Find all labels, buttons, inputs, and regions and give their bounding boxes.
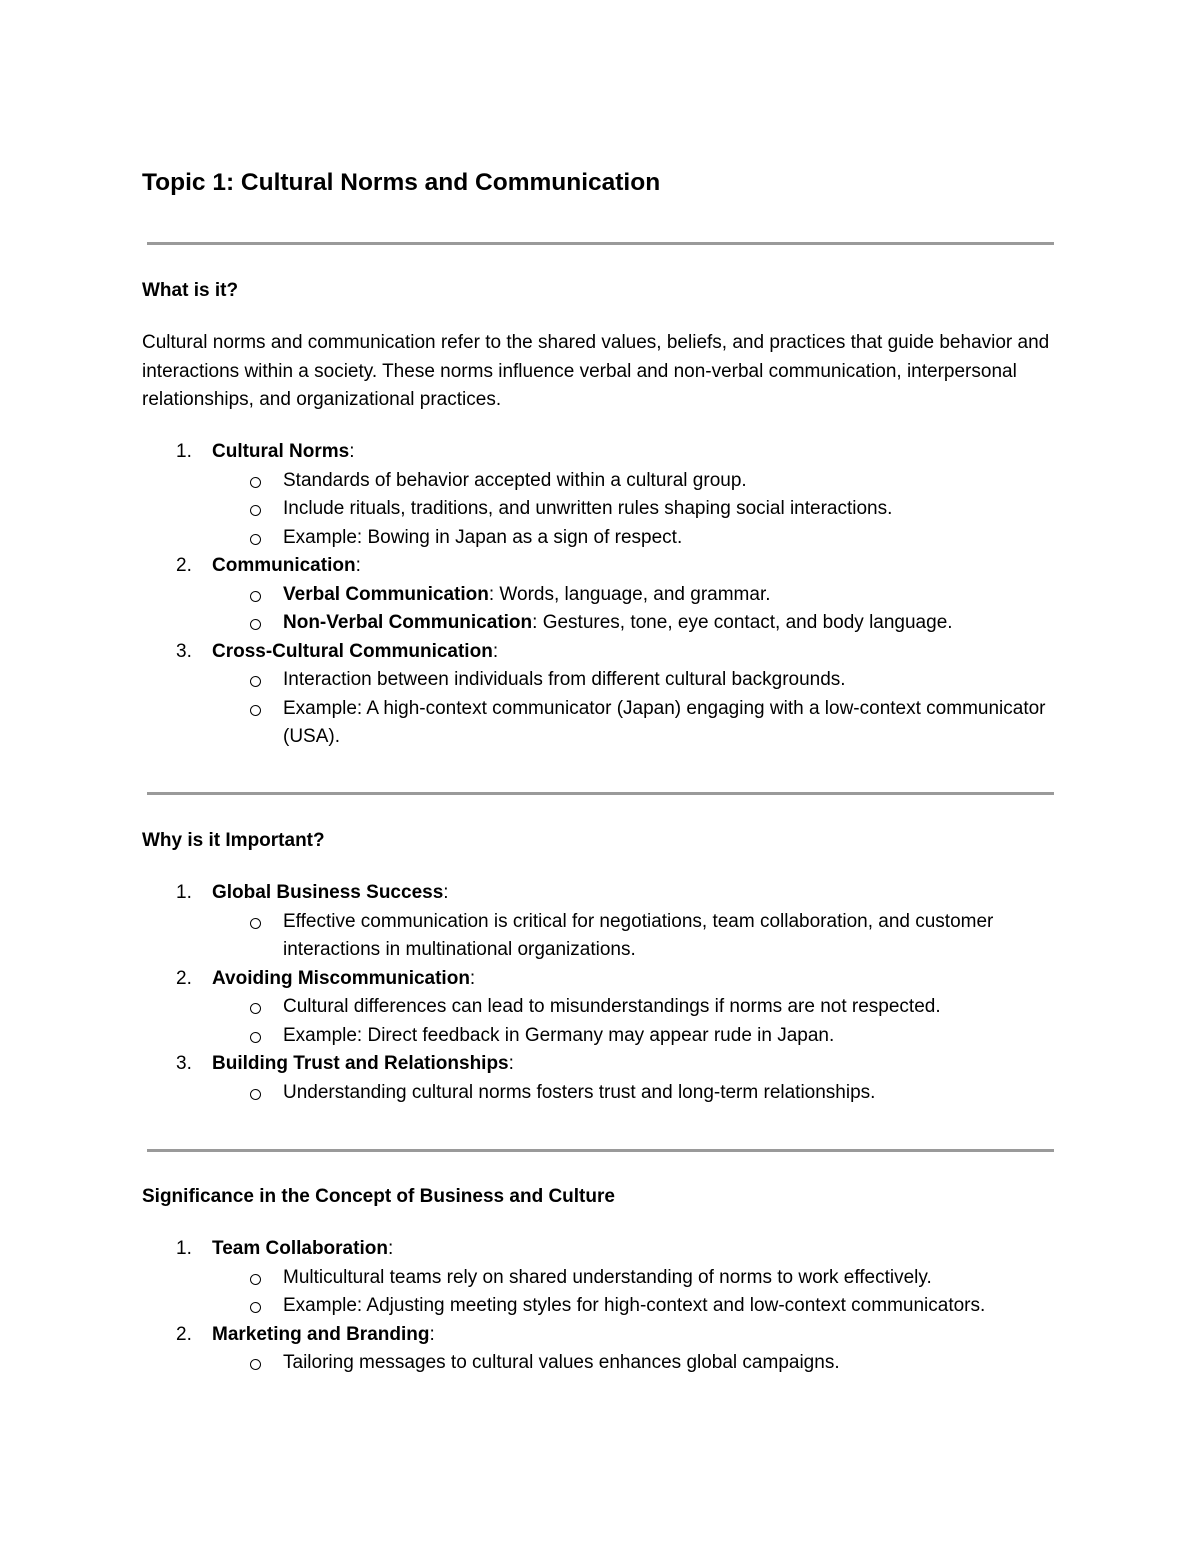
sub-item-text: Example: Direct feedback in Germany may appear rude in Japan. (283, 1024, 835, 1046)
list-item (142, 965, 1052, 1051)
sub-item-text: : Words, language, and grammar. (488, 583, 771, 605)
list-item (142, 1235, 1052, 1321)
hollow-circle-bullet-icon (250, 1089, 261, 1100)
list-number: 3. (176, 640, 192, 662)
list-number: 2. (176, 967, 192, 989)
hollow-circle-bullet-icon (250, 591, 261, 602)
list-item-title: Building Trust and Relationships (212, 1053, 509, 1074)
sub-list-item (142, 467, 1052, 496)
list-item-label (212, 638, 498, 667)
sub-item-text: Understanding cultural norms fosters trust and long-term relationships. (283, 1081, 876, 1103)
list-item-title: Global Business Success (212, 882, 444, 903)
list-number: 1. (176, 1238, 192, 1259)
list-item-colon: : (355, 555, 361, 576)
sub-item-text: Tailoring messages to cultural values enhances global campaigns. (283, 1352, 840, 1373)
list-item-label (212, 1235, 393, 1264)
list-item-heading (142, 438, 1052, 467)
sub-list-item (142, 1292, 1052, 1321)
list-item-heading (142, 1321, 1052, 1350)
page-title: Topic 1: Cultural Norms and Communication (142, 169, 661, 196)
hollow-circle-bullet-icon (250, 1359, 261, 1370)
list-item (142, 1321, 1052, 1378)
section-heading-significance: Significance in the Concept of Business and Culture (142, 1186, 615, 1207)
sub-item-text: Standards of behavior accepted within a cultural group. (283, 469, 747, 491)
list-item-heading (142, 1235, 1052, 1264)
hollow-circle-bullet-icon (250, 1274, 261, 1285)
hollow-circle-bullet-icon (250, 477, 261, 488)
list-item-title: Avoiding Miscommunication (212, 967, 470, 989)
sub-item-term: Verbal Communication (283, 583, 489, 605)
hollow-circle-bullet-icon (250, 505, 261, 516)
hollow-circle-bullet-icon (250, 619, 261, 630)
list-item-colon: : (387, 1238, 394, 1259)
list-item-heading (142, 1050, 1052, 1079)
sub-item-term: Non-Verbal Communication (283, 612, 533, 633)
sub-list-item (142, 609, 1052, 638)
list-item-heading (142, 879, 1052, 908)
intro-paragraph: Cultural norms and communication refer to the shared values, beliefs, and practices that guide behavior and interactions within a society. These norms influence verbal and non-verbal communication, interpersonal relationships, and organizational practices. (142, 332, 1050, 410)
sub-list-item (142, 908, 1052, 965)
list-item-title: Cross-Cultural Communication (212, 640, 493, 662)
list-item-title: Communication (212, 555, 356, 576)
sub-item-text: Cultural differences can lead to misunderstandings if norms are not respected. (283, 996, 941, 1017)
sub-item-text: Example: Bowing in Japan as a sign of respect. (283, 526, 683, 548)
sub-list-item (142, 495, 1052, 524)
list-number: 1. (176, 441, 192, 462)
list-item-colon: : (492, 640, 499, 662)
hollow-circle-bullet-icon (250, 1032, 261, 1043)
sub-item-text: Multicultural teams rely on shared understanding of norms to work effectively. (283, 1266, 932, 1288)
sub-list-item (142, 695, 1052, 752)
what-is-it-list (142, 438, 1052, 752)
sub-item-text: Example: Adjusting meeting styles for high-context and low-context communicators. (283, 1295, 986, 1316)
horizontal-rule (147, 792, 1054, 795)
list-item (142, 638, 1052, 752)
section-heading-what-is-it: What is it? (142, 280, 239, 301)
hollow-circle-bullet-icon (250, 705, 261, 716)
list-item-label (212, 1321, 435, 1350)
list-number: 1. (176, 882, 192, 903)
sub-item-text: Interaction between individuals from different cultural backgrounds. (283, 669, 846, 690)
list-item-label (212, 1050, 514, 1079)
horizontal-rule (147, 242, 1054, 245)
hollow-circle-bullet-icon (250, 676, 261, 687)
list-item-heading (142, 552, 1052, 581)
list-item-colon: : (469, 967, 476, 989)
why-important-list (142, 879, 1052, 1107)
sub-item-text: : Gestures, tone, eye contact, and body language. (532, 612, 953, 633)
sub-item-text: Effective communication is critical for negotiations, team collaboration, and customer interactions in multinational organizations. (283, 910, 994, 960)
sub-item-text: Example: A high-context communicator (Japan) engaging with a low-context communicator (USA). (283, 697, 1046, 747)
list-item-colon: : (429, 1323, 435, 1345)
list-item (142, 1050, 1052, 1107)
sub-list-item (142, 1264, 1052, 1293)
hollow-circle-bullet-icon (250, 1302, 261, 1313)
hollow-circle-bullet-icon (250, 918, 261, 929)
list-item-label (212, 879, 449, 908)
list-item-label (212, 552, 361, 581)
list-number: 2. (176, 555, 192, 576)
hollow-circle-bullet-icon (250, 534, 261, 545)
sub-list-item (142, 524, 1052, 553)
list-item (142, 879, 1052, 965)
significance-list (142, 1235, 1052, 1378)
sub-item-text: Include rituals, traditions, and unwritten rules shaping social interactions. (283, 498, 893, 519)
list-item-label (212, 965, 475, 994)
horizontal-rule (147, 1149, 1054, 1152)
list-item-title: Cultural Norms (212, 441, 350, 462)
list-item-title: Team Collaboration (212, 1238, 388, 1259)
list-number: 3. (176, 1053, 192, 1074)
list-item-heading (142, 965, 1052, 994)
list-item-colon: : (443, 882, 449, 903)
list-item (142, 438, 1052, 552)
section-heading-why-important: Why is it Important? (142, 830, 325, 851)
list-item-colon: : (349, 441, 355, 462)
sub-list-item (142, 581, 1052, 610)
list-item-title: Marketing and Branding (212, 1323, 430, 1345)
sub-list-item (142, 1349, 1052, 1378)
list-item-label (212, 438, 355, 467)
sub-list-item (142, 666, 1052, 695)
sub-list-item (142, 993, 1052, 1022)
sub-list-item (142, 1079, 1052, 1108)
list-number: 2. (176, 1323, 192, 1345)
list-item (142, 552, 1052, 638)
list-item-colon: : (508, 1053, 514, 1074)
hollow-circle-bullet-icon (250, 1003, 261, 1014)
list-item-heading (142, 638, 1052, 667)
sub-list-item (142, 1022, 1052, 1051)
